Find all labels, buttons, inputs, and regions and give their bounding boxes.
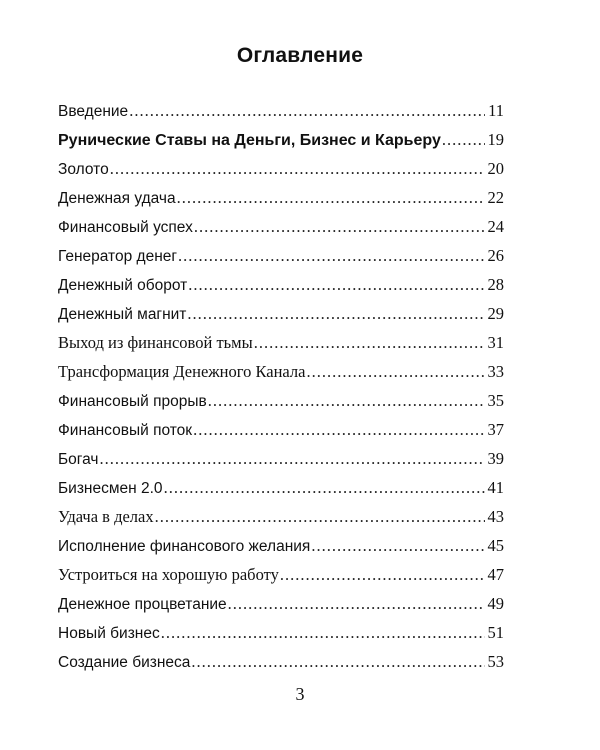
toc-entry[interactable] [58,328,504,357]
dot-leader [194,212,485,241]
toc-entry-page: 39 [487,449,504,468]
dot-leader [228,589,485,618]
toc-entry-label: Денежный оборот [58,277,188,294]
toc-entry-page: 49 [487,594,504,613]
toc-entry-label: Новый бизнес [58,625,160,642]
toc-entry-label: Финансовый прорыв [58,393,207,410]
dot-leader [280,560,485,589]
toc-entry-label: Удача в делах [58,507,154,526]
toc-entry[interactable] [58,560,504,589]
dot-leader [208,386,485,415]
toc-entry[interactable] [58,357,504,386]
toc-entry-label: Финансовый успех [58,219,193,236]
toc-entry-label: Богач [58,451,99,468]
table-of-contents [58,96,504,676]
toc-entry-page: 29 [487,304,504,323]
toc-entry-label: Выход из финансовой тьмы [58,333,253,352]
toc-entry-label: Рунические Ставы на Деньги, Бизнес и Карьеру [58,132,441,149]
toc-entry-page: 28 [487,275,504,294]
dot-leader [178,241,485,270]
toc-entry[interactable] [58,473,504,502]
toc-entry-label: Золото [58,161,109,178]
toc-entry[interactable] [58,212,504,241]
toc-entry[interactable] [58,183,504,212]
toc-entry-page: 53 [487,652,504,671]
toc-entry-label: Денежная удача [58,190,176,207]
toc-entry[interactable] [58,299,504,328]
toc-entry-page: 31 [487,333,504,352]
toc-entry[interactable] [58,386,504,415]
toc-entry-label: Исполнение финансового желания [58,538,311,555]
dot-leader [164,473,485,502]
toc-entry-label: Денежное процветание [58,596,227,613]
toc-entry-page: 41 [487,478,504,497]
toc-entry[interactable] [58,618,504,647]
toc-entry-label: Финансовый поток [58,422,193,439]
toc-entry[interactable] [58,444,504,473]
dot-leader [177,183,485,212]
page-title: Оглавление [236,44,364,67]
toc-entry-page: 20 [487,159,504,178]
dot-leader [193,415,485,444]
toc-entry-page: 45 [487,536,504,555]
dot-leader [99,444,485,473]
toc-entry-page: 19 [487,130,504,149]
toc-entry-page: 43 [487,507,504,526]
toc-entry-page: 37 [487,420,504,439]
dot-leader [187,299,485,328]
toc-entry[interactable] [58,96,504,125]
dot-leader [311,531,485,560]
toc-entry-page: 35 [487,391,504,410]
toc-entry[interactable] [58,415,504,444]
dot-leader [191,647,485,676]
dot-leader [254,328,485,357]
toc-entry-page: 26 [487,246,504,265]
toc-entry-page: 11 [488,101,504,120]
dot-leader [188,270,485,299]
dot-leader [161,618,485,647]
toc-entry-label: Введение [58,103,129,120]
dot-leader [306,357,485,386]
toc-entry[interactable] [58,270,504,299]
page-number: 3 [295,684,305,704]
toc-entry-label: Устроиться на хорошую работу [58,565,279,584]
toc-entry[interactable] [58,589,504,618]
toc-entry[interactable] [58,241,504,270]
toc-entry[interactable] [58,502,504,531]
toc-entry[interactable] [58,531,504,560]
toc-entry-page: 47 [487,565,504,584]
toc-section-heading[interactable] [58,125,504,154]
dot-leader [442,125,485,154]
toc-entry[interactable] [58,647,504,676]
dot-leader [110,154,485,183]
toc-entry-page: 51 [487,623,504,642]
toc-entry-label: Денежный магнит [58,306,187,323]
toc-entry-label: Генератор денег [58,248,178,265]
toc-entry-label: Бизнесмен 2.0 [58,480,163,497]
dot-leader [129,96,485,125]
toc-entry-page: 33 [487,362,504,381]
toc-entry-label: Трансформация Денежного Канала [58,362,306,381]
toc-entry-page: 24 [487,217,504,236]
dot-leader [155,502,485,531]
toc-entry-page: 22 [487,188,504,207]
toc-entry-label: Создание бизнеса [58,654,191,671]
toc-entry[interactable] [58,154,504,183]
